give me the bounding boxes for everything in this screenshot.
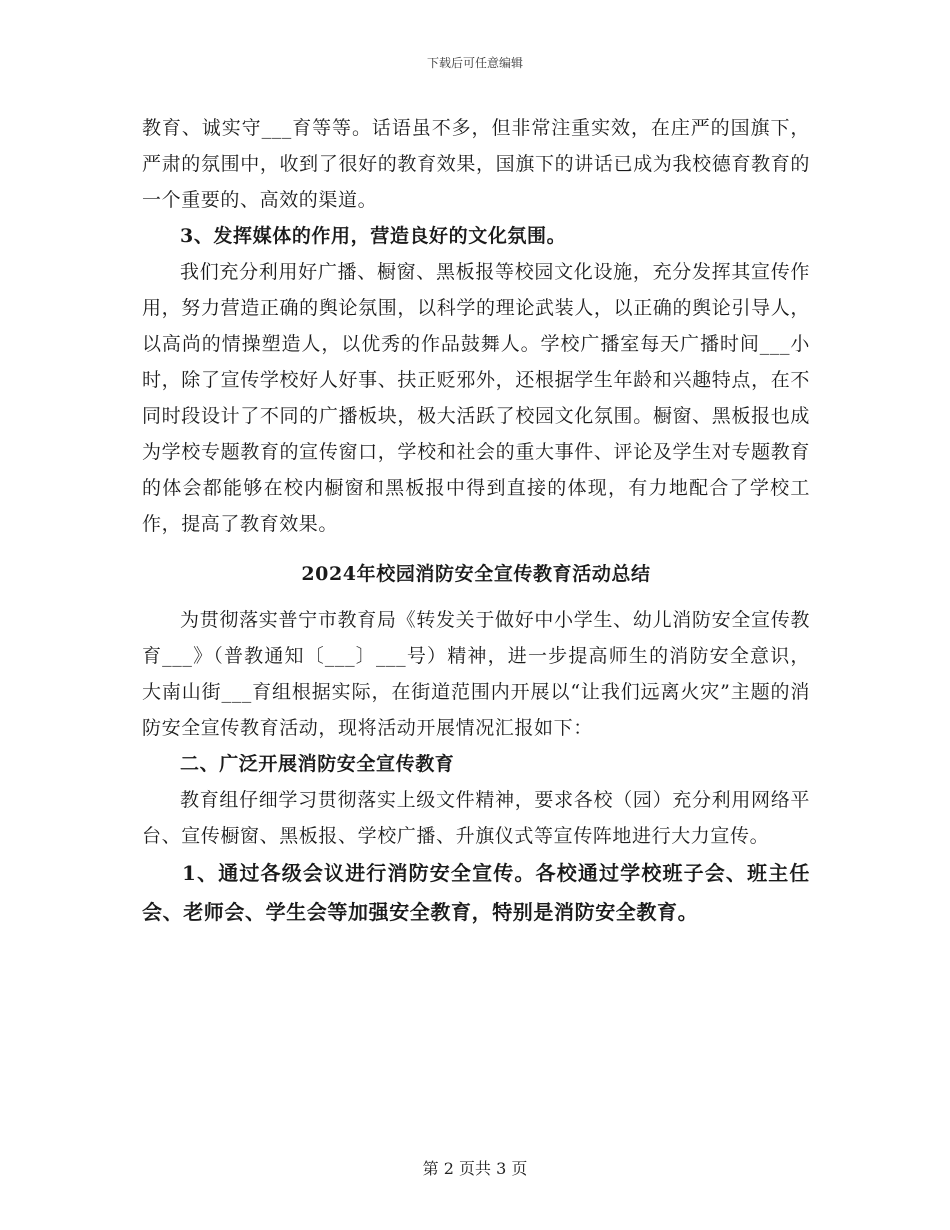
page-footer: 第 2 页共 3 页 <box>422 1159 528 1178</box>
paragraph-4: 教育组仔细学习贯彻落实上级文件精神，要求各校（园）充分利用网络平台、宣传橱窗、黑板报、学校广播、升旗仪式等宣传阵地进行大力宣传。 <box>142 789 810 847</box>
paragraph-5: 1、通过各级会议进行消防安全宣传。各校通过学校班子会、班主任会、老师会、学生会等加强安全教育，特别是消防安全教育。 <box>142 861 810 924</box>
paragraph-3: 为贯彻落实普宁市教育局《转发关于做好中小学生、幼儿消防安全宣传教育___》（普教通知〔___〕___号）精神，进一步提高师生的消防安全意识，大南山街___育组根据实际，在街道范围内开展以“让我们远离火灾”主题的消防安全宣传教育活动，现将活动开展情况汇报如下： <box>142 609 810 739</box>
paragraph-1: 教育、诚实守___育等等。话语虽不多，但非常注重实效，在庄严的国旗下，严肃的氛围中，收到了很好的教育效果，国旗下的讲话已成为我校德育教育的一个重要的、高效的渠道。 <box>142 117 810 211</box>
document-title: 2024年校园消防安全宣传教育活动总结 <box>301 563 651 585</box>
section-heading-2: 二、广泛开展消防安全宣传教育 <box>180 753 455 775</box>
document-body <box>142 110 810 932</box>
paragraph-2: 我们充分利用好广播、橱窗、黑板报等校园文化设施，充分发挥其宣传作用，努力营造正确的舆论氛围，以科学的理论武装人，以正确的舆论引导人，以高尚的情操塑造人，以优秀的作品鼓舞人。学校广播室每天广播时间___小时，除了宣传学校好人好事、扶正贬邪外，还根据学生年龄和兴趣特点，在不同时段设计了不同的广播板块，极大活跃了校园文化氛围。橱窗、黑板报也成为学校专题教育的宣传窗口，学校和社会的重大事件、评论及学生对专题教育的体会都能够在校内橱窗和黑板报中得到直接的体现，有力地配合了学校工作，提高了教育效果。 <box>142 261 810 535</box>
section-heading-3: 3、发挥媒体的作用，营造良好的文化氛围。 <box>180 225 567 247</box>
header-note: 下载后可任意编辑 <box>426 56 523 70</box>
